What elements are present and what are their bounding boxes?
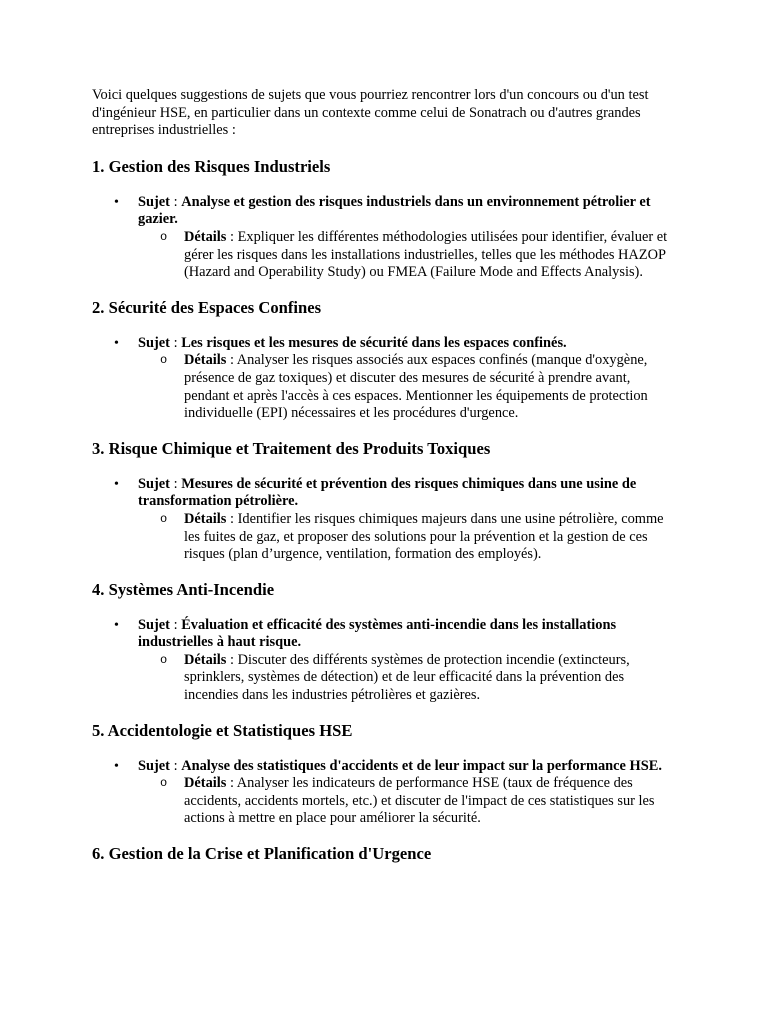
section-title: 2. Sécurité des Espaces Confines — [92, 297, 322, 317]
sub-list — [138, 775, 676, 828]
details-separator: : — [226, 352, 237, 369]
bullet-list — [92, 335, 676, 423]
details-label: Détails — [184, 352, 227, 369]
details-item — [138, 511, 676, 564]
sujet-item — [92, 476, 676, 564]
sub-marker: o — [160, 511, 168, 526]
bullet-marker: • — [114, 617, 119, 633]
sujet-separator: : — [169, 757, 182, 774]
section-title-6: 6. Gestion de la Crise et Planification d'Urgence — [92, 844, 432, 864]
sujet-label: Sujet — [138, 475, 170, 492]
sujet-text: Analyse des statistiques d'accidents et de leur impact sur la performance HSE. — [181, 757, 662, 774]
details-label: Détails — [184, 510, 227, 527]
sujet-label: Sujet — [138, 193, 170, 210]
sub-list — [138, 652, 676, 705]
details-item — [138, 229, 676, 282]
bullet-marker: • — [114, 194, 119, 210]
section-title: 5. Accidentologie et Statistiques HSE — [92, 720, 353, 740]
details-text: Expliquer les différentes méthodologies utilisées pour identifier, évaluer et gérer les risques dans les installations industrielles, telles que les méthodes HAZOP (Hazard and Operability Study) ou FMEA (Failure Mode and Effects Analysis). — [184, 228, 668, 281]
sujet-text: Évaluation et efficacité des systèmes anti-incendie dans les installations industrielles à haut risque. — [138, 616, 617, 651]
section-title: 1. Gestion des Risques Industriels — [92, 156, 331, 176]
bullet-list — [92, 194, 676, 282]
details-item — [138, 652, 676, 705]
sujet-label: Sujet — [138, 616, 170, 633]
section-3 — [92, 439, 676, 564]
details-separator: : — [226, 651, 238, 668]
section-2 — [92, 298, 676, 423]
details-label: Détails — [184, 651, 227, 668]
section-title: 3. Risque Chimique et Traitement des Produits Toxiques — [92, 438, 491, 458]
details-separator: : — [226, 228, 238, 245]
sujet-item — [92, 335, 676, 423]
sujet-item — [92, 617, 676, 705]
section-1 — [92, 157, 676, 282]
sujet-text: Analyse et gestion des risques industriels dans un environnement pétrolier et gazier. — [138, 193, 651, 228]
sujet-item — [92, 194, 676, 282]
bullet-list — [92, 476, 676, 564]
details-text: Analyser les indicateurs de performance HSE (taux de fréquence des accidents, accidents mortels, etc.) et discuter de l'impact de ces statistiques sur les actions à mettre en place pour améliorer la sécurité. — [184, 775, 655, 827]
sub-marker: o — [160, 353, 168, 368]
details-text: Analyser les risques associés aux espaces confinés (manque d'oxygène, présence de gaz toxiques) et discuter des mesures de sécurité à prendre avant, pendant et après l'accès à ces espaces. Mentionner les équipements de protection individuelle (EPI) nécessaires et les procédures d'urgence. — [184, 352, 648, 422]
sujet-separator: : — [169, 193, 182, 210]
intro-paragraph: Voici quelques suggestions de sujets que vous pourriez rencontrer lors d'un concours ou d'un test d'ingénieur HSE, en particulier dans un contexte comme celui de Sonatrach ou d'autres grandes entreprises industrielles : — [92, 87, 649, 139]
section-4 — [92, 580, 676, 705]
bullet-marker: • — [114, 476, 119, 492]
bullet-list — [92, 617, 676, 705]
details-separator: : — [226, 510, 238, 527]
details-item — [138, 775, 676, 828]
sujet-text: Les risques et les mesures de sécurité dans les espaces confinés. — [181, 334, 567, 351]
sujet-label: Sujet — [138, 757, 170, 774]
sub-marker: o — [160, 652, 168, 667]
details-text: Identifier les risques chimiques majeurs dans une usine pétrolière, comme les fuites de gaz, et proposer des solutions pour la prévention et la gestion de ces risques (plan d’urgence, ventilation, formation des employés). — [184, 510, 664, 563]
sub-marker: o — [160, 229, 168, 244]
sujet-separator: : — [169, 475, 182, 492]
bullet-marker: • — [114, 335, 119, 351]
sub-list — [138, 352, 676, 422]
sujet-separator: : — [169, 616, 182, 633]
details-label: Détails — [184, 775, 227, 792]
sujet-separator: : — [169, 334, 182, 351]
bullet-list — [92, 758, 676, 828]
sujet-item — [92, 758, 676, 828]
sub-list — [138, 511, 676, 564]
sub-list — [138, 229, 676, 282]
section-5 — [92, 721, 676, 828]
details-separator: : — [226, 775, 237, 792]
sub-marker: o — [160, 776, 168, 791]
sujet-text: Mesures de sécurité et prévention des risques chimiques dans une usine de transformation pétrolière. — [138, 475, 637, 510]
details-item — [138, 352, 676, 422]
bullet-marker: • — [114, 758, 119, 774]
details-label: Détails — [184, 228, 227, 245]
section-title: 4. Systèmes Anti-Incendie — [92, 579, 275, 599]
details-text: Discuter des différents systèmes de protection incendie (extincteurs, sprinklers, systèmes de détection) et de leur efficacité dans la prévention des incendies dans les industries pétrolières et gazières. — [184, 651, 630, 704]
sujet-label: Sujet — [138, 334, 170, 351]
